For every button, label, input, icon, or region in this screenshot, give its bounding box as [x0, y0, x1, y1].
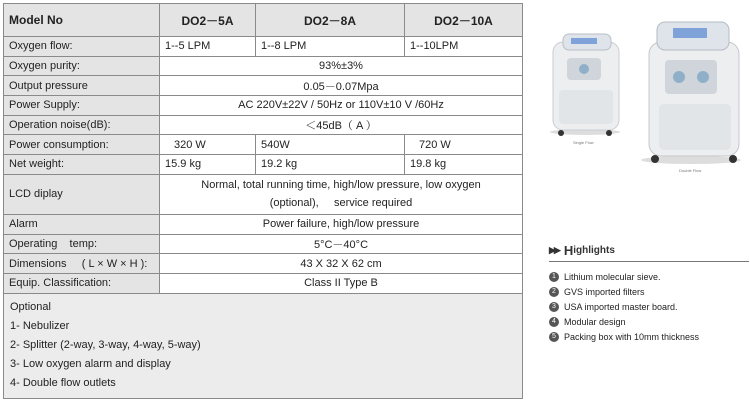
oxygen-flow-label: Oxygen flow: [4, 37, 160, 57]
optional-title: Optional [10, 300, 51, 313]
optional-row [4, 293, 523, 398]
net-weight-8a: 19.2 kg [256, 155, 405, 175]
model-header-10a: DO2－10A [405, 4, 523, 37]
highlight-text: Lithium molecular sieve. [564, 271, 661, 282]
net-weight-label: Net weight: [4, 155, 160, 175]
power-consumption-10a: 720 W [405, 135, 523, 155]
optional-item: 3- Low oxygen alarm and display [10, 357, 171, 370]
number-badge-icon: 5 [549, 332, 559, 342]
power-consumption-8a: 540W [256, 135, 405, 155]
model-no-header: Model No [4, 4, 160, 37]
net-weight-10a: 19.8 kg [405, 155, 523, 175]
lcd-display-label: LCD diplay [4, 174, 160, 214]
highlights-title [549, 243, 749, 262]
output-pressure-label: Output pressure [4, 76, 160, 96]
model-header-8a: DO2－8A [256, 4, 405, 37]
lcd-display-line2: (optional), service required [269, 197, 413, 210]
list-item [549, 299, 749, 314]
lcd-display-line1: Normal, total running time, high/low pressure, low oxygen [201, 179, 481, 192]
power-consumption-5a: 320 W [160, 135, 256, 155]
oxygen-purity-label: Oxygen purity: [4, 56, 160, 76]
oxygen-flow-5a: 1--5 LPM [160, 37, 256, 57]
net-weight-5a: 15.9 kg [160, 155, 256, 175]
single-flow-unit [550, 34, 620, 136]
table-header-row [4, 4, 523, 37]
operation-noise-value: ＜45dB（ A ） [160, 115, 523, 135]
dimensions-value: 43 X 32 X 62 cm [160, 254, 523, 274]
optional-item: 4- Double flow outlets [10, 376, 116, 389]
list-item [549, 284, 749, 299]
model-header-5a: DO2－5A [160, 4, 256, 37]
power-consumption-label: Power consumption: [4, 135, 160, 155]
table-row [4, 214, 523, 234]
highlights-panel [549, 243, 749, 345]
single-flow-caption: Single Flow [573, 140, 594, 145]
table-row [4, 135, 523, 155]
list-item [549, 315, 749, 330]
table-row [4, 76, 523, 96]
list-item [549, 269, 749, 284]
double-flow-unit [641, 22, 741, 164]
alarm-value: Power failure, high/low pressure [160, 214, 523, 234]
highlights-title-cap: H [563, 243, 574, 258]
equip-class-label: Equip. Classification: [4, 273, 160, 293]
operating-temp-value: 5°C－40°C [160, 234, 523, 254]
double-flow-caption: Double Flow [679, 168, 702, 173]
lcd-display-value [160, 174, 523, 214]
table-row [4, 155, 523, 175]
spec-table [3, 3, 523, 399]
number-badge-icon: 4 [549, 317, 559, 327]
output-pressure-value: 0.05－0.07Mpa [160, 76, 523, 96]
double-arrow-icon: ▶▶ [549, 245, 559, 255]
optional-item: 2- Splitter (2-way, 3-way, 4-way, 5-way) [10, 338, 201, 351]
optional-item: 1- Nebulizer [10, 319, 70, 332]
oxygen-flow-8a: 1--8 LPM [256, 37, 405, 57]
highlights-title-rest: ighlights [573, 245, 615, 256]
table-row [4, 96, 523, 116]
highlight-text: USA imported master board. [564, 301, 678, 312]
number-badge-icon: 3 [549, 302, 559, 312]
table-row [4, 115, 523, 135]
dimensions-label: Dimensions ( L × W × H ): [4, 254, 160, 274]
table-row [4, 254, 523, 274]
operation-noise-label: Operation noise(dB): [4, 115, 160, 135]
highlight-text: Packing box with 10mm thickness [564, 332, 700, 343]
equip-class-value: Class II Type B [160, 273, 523, 293]
oxygen-flow-10a: 1--10LPM [405, 37, 523, 57]
oxygen-purity-value: 93%±3% [160, 56, 523, 76]
number-badge-icon: 2 [549, 287, 559, 297]
power-supply-value: AC 220V±22V / 50Hz or 110V±10 V /60Hz [160, 96, 523, 116]
optional-section [4, 293, 523, 398]
table-row [4, 234, 523, 254]
number-badge-icon: 1 [549, 272, 559, 282]
highlights-list [549, 269, 749, 345]
table-row [4, 174, 523, 214]
table-row [4, 37, 523, 57]
table-row [4, 56, 523, 76]
product-photo [545, 20, 747, 182]
highlight-text: GVS imported filters [564, 286, 645, 297]
alarm-label: Alarm [4, 214, 160, 234]
table-row [4, 273, 523, 293]
power-supply-label: Power Supply: [4, 96, 160, 116]
operating-temp-label: Operating temp: [4, 234, 160, 254]
list-item [549, 330, 749, 345]
highlight-text: Modular design [564, 317, 626, 328]
